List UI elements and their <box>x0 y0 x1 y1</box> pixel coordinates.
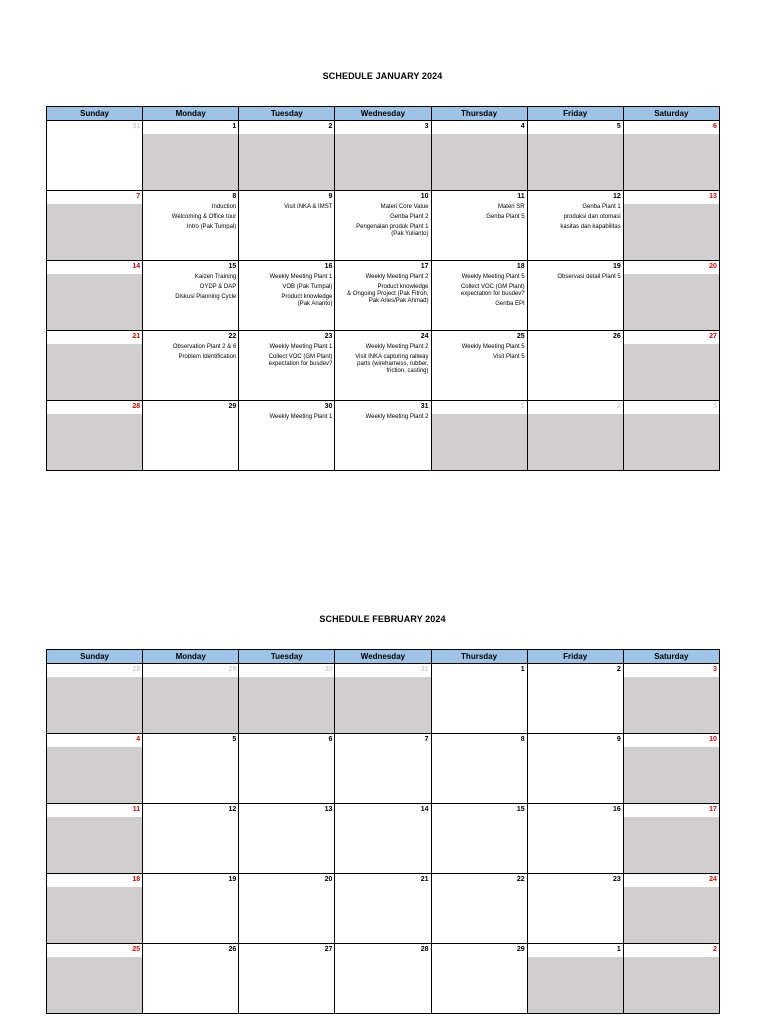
day-cell[interactable] <box>47 874 143 944</box>
day-cell[interactable] <box>239 261 335 331</box>
day-number: 30 <box>239 664 334 677</box>
day-number: 4 <box>47 734 142 747</box>
event-list <box>528 204 623 231</box>
day-number: 6 <box>624 121 719 134</box>
week-row <box>47 401 720 471</box>
day-cell[interactable] <box>239 664 335 734</box>
day-cell[interactable] <box>431 664 527 734</box>
event-list <box>143 344 238 361</box>
day-number: 29 <box>143 401 238 414</box>
day-body <box>239 274 334 330</box>
day-number: 1 <box>143 121 238 134</box>
day-number: 11 <box>432 191 527 204</box>
day-body <box>143 957 238 1013</box>
day-number: 21 <box>335 874 430 887</box>
weekday-header-saturday: Saturday <box>623 650 719 664</box>
day-number: 10 <box>335 191 430 204</box>
event-item: Weekly Meeting Plant 2 <box>365 274 429 280</box>
day-number: 20 <box>624 261 719 274</box>
day-number: 8 <box>143 191 238 204</box>
day-number: 23 <box>528 874 623 887</box>
event-list <box>335 204 430 238</box>
day-cell[interactable] <box>143 261 239 331</box>
weekday-header-friday: Friday <box>527 650 623 664</box>
calendar-weeks <box>47 121 720 471</box>
day-number: 25 <box>432 331 527 344</box>
day-cell[interactable] <box>143 874 239 944</box>
day-body <box>239 204 334 260</box>
day-body <box>335 344 430 400</box>
unavailable-day-fill <box>624 274 719 330</box>
day-cell[interactable] <box>623 874 719 944</box>
day-number: 26 <box>528 331 623 344</box>
day-number: 5 <box>528 121 623 134</box>
day-body <box>143 274 238 330</box>
day-body <box>335 204 430 260</box>
event-item: Genba Plant 2 <box>390 214 429 220</box>
day-cell[interactable] <box>431 944 527 1014</box>
day-cell[interactable] <box>47 401 143 471</box>
day-body <box>528 344 623 400</box>
day-cell[interactable] <box>47 331 143 401</box>
unavailable-day-fill <box>528 414 623 470</box>
day-cell[interactable] <box>527 734 623 804</box>
event-item: Collect VOC (GM Plant) expectation for busdev? <box>460 284 525 297</box>
unavailable-day-fill <box>624 414 719 470</box>
day-cell[interactable] <box>527 331 623 401</box>
day-number: 24 <box>624 874 719 887</box>
day-cell[interactable] <box>239 944 335 1014</box>
event-item: Diskusi Planning Cycle <box>175 294 237 300</box>
day-number: 29 <box>143 664 238 677</box>
day-number: 2 <box>239 121 334 134</box>
event-item: Intro (Pak Tumpal) <box>186 224 237 230</box>
event-item: Problem Identification <box>178 354 237 360</box>
day-number: 27 <box>624 331 719 344</box>
day-number: 31 <box>47 121 142 134</box>
day-body <box>528 817 623 873</box>
day-body <box>239 887 334 943</box>
day-body <box>432 957 527 1013</box>
unavailable-day-fill <box>47 747 142 803</box>
calendar-weeks <box>47 664 720 1014</box>
day-number: 16 <box>528 804 623 817</box>
day-cell[interactable] <box>623 191 719 261</box>
event-item: Pengenalan produk Plant 1 (Pak Yulianto) <box>356 224 429 237</box>
day-body <box>335 274 430 330</box>
week-row <box>47 944 720 1014</box>
day-number: 1 <box>528 944 623 957</box>
day-cell[interactable] <box>623 944 719 1014</box>
event-list <box>335 274 430 305</box>
day-cell[interactable] <box>143 331 239 401</box>
weekday-header-row <box>47 650 720 664</box>
day-body <box>528 274 623 330</box>
day-number: 30 <box>239 401 334 414</box>
day-cell[interactable] <box>431 191 527 261</box>
day-body <box>432 274 527 330</box>
day-body <box>239 414 334 470</box>
week-row <box>47 261 720 331</box>
day-number: 1 <box>432 664 527 677</box>
day-cell[interactable] <box>239 121 335 191</box>
event-list <box>528 274 623 281</box>
unavailable-day-fill <box>239 134 334 190</box>
day-body <box>432 204 527 260</box>
day-body <box>528 204 623 260</box>
weekday-header-saturday: Saturday <box>623 107 719 121</box>
unavailable-day-fill <box>47 204 142 260</box>
day-number: 4 <box>432 121 527 134</box>
day-cell[interactable] <box>431 261 527 331</box>
weekday-header-thursday: Thursday <box>431 107 527 121</box>
event-list <box>239 344 334 368</box>
event-item: Weekly Meeting Plant 1 <box>269 414 333 420</box>
day-body <box>47 134 142 190</box>
event-item: Visit INKA & IMST <box>284 204 333 210</box>
day-body <box>335 747 430 803</box>
week-row <box>47 331 720 401</box>
day-cell[interactable] <box>47 944 143 1014</box>
day-body <box>335 887 430 943</box>
day-cell[interactable] <box>143 664 239 734</box>
unavailable-day-fill <box>624 817 719 873</box>
unavailable-day-fill <box>624 204 719 260</box>
day-body <box>239 747 334 803</box>
day-cell[interactable] <box>335 734 431 804</box>
unavailable-day-fill <box>624 957 719 1013</box>
weekday-header-wednesday: Wednesday <box>335 650 431 664</box>
week-row <box>47 874 720 944</box>
unavailable-day-fill <box>335 134 430 190</box>
day-number: 9 <box>528 734 623 747</box>
week-row <box>47 804 720 874</box>
day-number: 20 <box>239 874 334 887</box>
event-item: VOB (Pak Tumpal) <box>282 284 333 290</box>
day-number: 12 <box>143 804 238 817</box>
unavailable-day-fill <box>47 414 142 470</box>
day-number: 22 <box>143 331 238 344</box>
event-item: Product knowledge (Pak Arianto) <box>281 294 333 307</box>
unavailable-day-fill <box>47 957 142 1013</box>
week-row <box>47 121 720 191</box>
day-cell[interactable] <box>335 944 431 1014</box>
day-cell[interactable] <box>143 804 239 874</box>
event-item: Materi SR <box>497 204 525 210</box>
day-body <box>528 747 623 803</box>
day-cell[interactable] <box>335 401 431 471</box>
day-cell[interactable] <box>527 804 623 874</box>
day-number: 17 <box>624 804 719 817</box>
day-number: 14 <box>47 261 142 274</box>
event-item: Observation Plant 2 & 6 <box>172 344 237 350</box>
day-cell[interactable] <box>143 191 239 261</box>
day-cell[interactable] <box>623 664 719 734</box>
day-body <box>335 414 430 470</box>
weekday-header-sunday: Sunday <box>47 650 143 664</box>
day-cell[interactable] <box>47 734 143 804</box>
weekday-header-monday: Monday <box>143 107 239 121</box>
week-row <box>47 734 720 804</box>
event-item: OYDP & DAP <box>199 284 237 290</box>
weekday-header-wednesday: Wednesday <box>335 107 431 121</box>
day-cell[interactable] <box>47 804 143 874</box>
weekday-header-row <box>47 107 720 121</box>
event-list <box>335 414 430 421</box>
day-cell[interactable] <box>143 944 239 1014</box>
day-number: 31 <box>335 401 430 414</box>
day-cell[interactable] <box>623 734 719 804</box>
unavailable-day-fill <box>143 134 238 190</box>
weekday-header-sunday: Sunday <box>47 107 143 121</box>
day-number: 1 <box>432 401 527 414</box>
day-body <box>528 887 623 943</box>
day-number: 28 <box>335 944 430 957</box>
unavailable-day-fill <box>624 344 719 400</box>
unavailable-day-fill <box>624 747 719 803</box>
unavailable-day-fill <box>335 677 430 733</box>
event-item: Induction <box>211 204 237 210</box>
event-item: Product knowledge & Ongoing Project (Pak Fitroh, Pak Aries/Pak Ahmad) <box>347 284 429 304</box>
day-cell[interactable] <box>431 401 527 471</box>
day-body <box>432 747 527 803</box>
day-number: 23 <box>239 331 334 344</box>
weekday-header-monday: Monday <box>143 650 239 664</box>
day-body <box>239 344 334 400</box>
day-number: 19 <box>528 261 623 274</box>
day-number: 17 <box>335 261 430 274</box>
day-cell[interactable] <box>623 261 719 331</box>
event-item: Weekly Meeting Plant 2 <box>365 344 429 350</box>
event-list <box>335 344 430 375</box>
unavailable-day-fill <box>143 677 238 733</box>
week-row <box>47 191 720 261</box>
day-cell[interactable] <box>335 664 431 734</box>
day-number: 22 <box>432 874 527 887</box>
day-number: 10 <box>624 734 719 747</box>
weekday-header-tuesday: Tuesday <box>239 107 335 121</box>
day-number: 19 <box>143 874 238 887</box>
day-cell[interactable] <box>527 401 623 471</box>
day-number: 28 <box>47 401 142 414</box>
day-cell[interactable] <box>527 121 623 191</box>
unavailable-day-fill <box>47 344 142 400</box>
day-cell[interactable] <box>623 401 719 471</box>
day-cell[interactable] <box>239 331 335 401</box>
unavailable-day-fill <box>624 134 719 190</box>
day-number: 25 <box>47 944 142 957</box>
day-number: 14 <box>335 804 430 817</box>
day-number: 29 <box>432 944 527 957</box>
day-cell[interactable] <box>239 874 335 944</box>
day-cell[interactable] <box>239 191 335 261</box>
day-number: 3 <box>335 121 430 134</box>
day-number: 28 <box>47 664 142 677</box>
event-item: Genba EPI <box>495 301 525 307</box>
day-cell[interactable] <box>47 664 143 734</box>
weekday-header-thursday: Thursday <box>431 650 527 664</box>
day-body <box>432 344 527 400</box>
day-number: 13 <box>624 191 719 204</box>
unavailable-day-fill <box>239 677 334 733</box>
calendar-grid <box>46 649 720 1014</box>
event-item: Welcoming & Office tour <box>171 214 237 220</box>
day-number: 7 <box>335 734 430 747</box>
day-number: 12 <box>528 191 623 204</box>
event-item: Genba Plant 5 <box>486 214 525 220</box>
unavailable-day-fill <box>47 677 142 733</box>
day-number: 9 <box>239 191 334 204</box>
event-item: Weekly Meeting Plant 1 <box>269 344 333 350</box>
day-number: 2 <box>528 664 623 677</box>
day-cell[interactable] <box>239 401 335 471</box>
day-number: 18 <box>47 874 142 887</box>
day-number: 13 <box>239 804 334 817</box>
event-list <box>239 414 334 421</box>
weekday-header-tuesday: Tuesday <box>239 650 335 664</box>
day-body <box>432 817 527 873</box>
day-body <box>432 677 527 733</box>
day-number: 5 <box>143 734 238 747</box>
day-cell[interactable] <box>527 944 623 1014</box>
unavailable-day-fill <box>528 134 623 190</box>
day-cell[interactable] <box>335 331 431 401</box>
event-list <box>239 274 334 308</box>
day-body <box>143 887 238 943</box>
day-cell[interactable] <box>527 664 623 734</box>
day-cell[interactable] <box>623 121 719 191</box>
day-body <box>143 204 238 260</box>
day-cell[interactable] <box>143 401 239 471</box>
day-cell[interactable] <box>335 261 431 331</box>
day-cell[interactable] <box>239 734 335 804</box>
day-body <box>143 344 238 400</box>
day-cell[interactable] <box>527 191 623 261</box>
day-number: 24 <box>335 331 430 344</box>
event-list <box>432 274 527 308</box>
day-body <box>239 957 334 1013</box>
weekday-header-friday: Friday <box>527 107 623 121</box>
event-list <box>143 204 238 231</box>
day-cell[interactable] <box>143 121 239 191</box>
day-body <box>528 677 623 733</box>
day-body <box>335 817 430 873</box>
day-number: 11 <box>47 804 142 817</box>
unavailable-day-fill <box>47 887 142 943</box>
day-cell[interactable] <box>431 804 527 874</box>
day-number: 8 <box>432 734 527 747</box>
day-cell[interactable] <box>47 121 143 191</box>
event-item: Visit Plant 5 <box>493 354 525 360</box>
day-cell[interactable] <box>527 261 623 331</box>
event-item: Kaizen Training <box>194 274 237 280</box>
day-cell[interactable] <box>335 191 431 261</box>
day-cell[interactable] <box>335 874 431 944</box>
day-number: 3 <box>624 664 719 677</box>
calendar-title: SCHEDULE JANUARY 2024 <box>322 71 443 81</box>
day-number: 15 <box>143 261 238 274</box>
event-item: Weekly Meeting Plant 2 <box>365 414 429 420</box>
unavailable-day-fill <box>47 274 142 330</box>
day-cell[interactable] <box>431 874 527 944</box>
day-cell[interactable] <box>527 874 623 944</box>
event-item: Weekly Meeting Plant 5 <box>461 344 525 350</box>
day-body <box>143 817 238 873</box>
event-item: Visit INKA capturing railway parts (wireharness, rubber, friction, casting) <box>355 354 429 374</box>
event-item: kasitas dan kapabilitas <box>560 224 621 230</box>
unavailable-day-fill <box>528 957 623 1013</box>
day-number: 31 <box>335 664 430 677</box>
day-cell[interactable] <box>335 121 431 191</box>
unavailable-day-fill <box>432 134 527 190</box>
calendar-grid <box>46 106 720 471</box>
event-item: Materi Core Value <box>380 204 429 210</box>
day-body <box>239 817 334 873</box>
unavailable-day-fill <box>47 817 142 873</box>
event-list <box>239 204 334 211</box>
day-number: 2 <box>528 401 623 414</box>
day-cell[interactable] <box>623 331 719 401</box>
day-body <box>432 887 527 943</box>
day-number: 21 <box>47 331 142 344</box>
day-body <box>143 747 238 803</box>
event-list <box>432 204 527 221</box>
unavailable-day-fill <box>432 414 527 470</box>
calendar-title: SCHEDULE FEBRUARY 2024 <box>319 614 446 624</box>
day-cell[interactable] <box>335 804 431 874</box>
day-cell[interactable] <box>143 734 239 804</box>
day-number: 2 <box>624 944 719 957</box>
day-number: 7 <box>47 191 142 204</box>
day-cell[interactable] <box>431 331 527 401</box>
event-item: Weekly Meeting Plant 5 <box>461 274 525 280</box>
day-number: 6 <box>239 734 334 747</box>
unavailable-day-fill <box>624 887 719 943</box>
week-row <box>47 664 720 734</box>
day-number: 27 <box>239 944 334 957</box>
day-cell[interactable] <box>239 804 335 874</box>
event-list <box>432 344 527 361</box>
day-body <box>335 957 430 1013</box>
unavailable-day-fill <box>624 677 719 733</box>
day-number: 16 <box>239 261 334 274</box>
day-number: 15 <box>432 804 527 817</box>
day-number: 18 <box>432 261 527 274</box>
day-cell[interactable] <box>47 191 143 261</box>
event-item: Genba Plant 1 <box>582 204 621 210</box>
day-cell[interactable] <box>431 121 527 191</box>
event-item: Observasi detail Plant 5 <box>557 274 621 280</box>
day-number: 3 <box>624 401 719 414</box>
event-item: produksi dan otomasi <box>563 214 621 220</box>
day-body <box>143 414 238 470</box>
day-cell[interactable] <box>431 734 527 804</box>
event-item: Collect VOC (GM Plant) expectation for busdev? <box>268 354 333 367</box>
day-cell[interactable] <box>47 261 143 331</box>
day-number: 26 <box>143 944 238 957</box>
event-item: Weekly Meeting Plant 1 <box>269 274 333 280</box>
day-cell[interactable] <box>623 804 719 874</box>
event-list <box>143 274 238 301</box>
